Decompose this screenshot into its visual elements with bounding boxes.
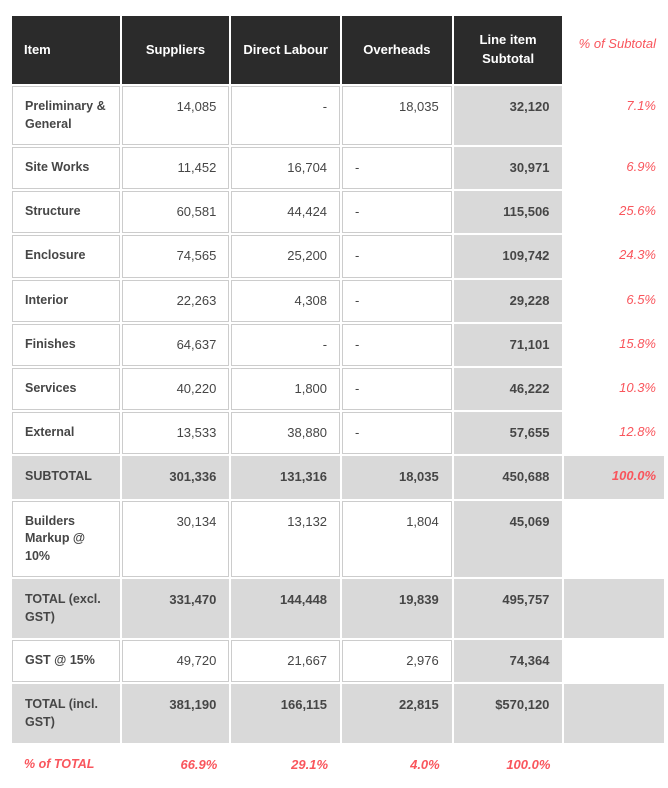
row-label: Interior <box>12 280 120 322</box>
value-cell: 166,115 <box>231 684 340 743</box>
subtotal-cell: 57,655 <box>454 412 563 454</box>
value-cell: - <box>342 235 452 277</box>
value-cell: 29.1% <box>291 757 329 773</box>
pct-cell <box>564 579 664 638</box>
row-label: Site Works <box>12 147 120 189</box>
table-row <box>12 324 664 366</box>
value-cell: 64,637 <box>122 324 230 366</box>
subtotal-cell: 71,101 <box>454 324 563 366</box>
value-cell: 4,308 <box>231 280 340 322</box>
value-cell: 18,035 <box>342 86 452 145</box>
table-row <box>12 684 664 743</box>
table-header <box>12 16 664 84</box>
value-cell: 1,804 <box>342 501 452 578</box>
col-header-item: Item <box>12 16 120 84</box>
value-cell: 2,976 <box>342 640 452 682</box>
value-cell: 30,134 <box>122 501 230 578</box>
subtotal-cell: 46,222 <box>454 368 563 410</box>
col-header-overheads: Overheads <box>342 16 452 84</box>
table-body <box>12 86 664 786</box>
pct-cell: 6.9% <box>626 159 656 174</box>
col-header-direct-labour: Direct Labour <box>231 16 340 84</box>
value-cell: 14,085 <box>122 86 230 145</box>
subtotal-cell: 450,688 <box>454 456 563 498</box>
table-row <box>12 456 664 498</box>
pct-cell <box>564 745 664 786</box>
table-row <box>12 280 664 322</box>
subtotal-cell: 29,228 <box>454 280 563 322</box>
value-cell: 131,316 <box>231 456 340 498</box>
subtotal-cell: $570,120 <box>454 684 563 743</box>
value-cell: 16,704 <box>231 147 340 189</box>
value-cell: 66.9% <box>180 757 218 773</box>
row-label: External <box>12 412 120 454</box>
value-cell: 381,190 <box>122 684 230 743</box>
pct-cell: 7.1% <box>626 98 656 113</box>
pct-cell <box>564 501 664 578</box>
value-cell: 13,533 <box>122 412 230 454</box>
value-cell: 40,220 <box>122 368 230 410</box>
value-cell: - <box>342 280 452 322</box>
subtotal-cell: 109,742 <box>454 235 563 277</box>
value-cell: - <box>231 324 340 366</box>
row-label: Finishes <box>12 324 120 366</box>
table-row <box>12 235 664 277</box>
row-label: Preliminary & General <box>12 86 120 145</box>
row-label: GST @ 15% <box>12 640 120 682</box>
value-cell: - <box>342 324 452 366</box>
value-cell: 21,667 <box>231 640 340 682</box>
value-cell: 4.0% <box>410 757 440 773</box>
value-cell: 74,565 <box>122 235 230 277</box>
pct-cell: 100.0% <box>564 456 664 498</box>
col-header-line-item-subtotal: Line item Subtotal <box>454 16 563 84</box>
value-cell: 19,839 <box>342 579 452 638</box>
table-row <box>12 86 664 145</box>
subtotal-cell: 30,971 <box>454 147 563 189</box>
row-label: % of TOTAL <box>24 757 95 772</box>
value-cell: - <box>342 368 452 410</box>
cost-breakdown-table <box>10 14 666 788</box>
subtotal-cell: 74,364 <box>454 640 563 682</box>
value-cell: - <box>231 86 340 145</box>
value-cell: 331,470 <box>122 579 230 638</box>
pct-cell: 25.6% <box>619 203 656 219</box>
row-label: Enclosure <box>12 235 120 277</box>
pct-cell: 15.8% <box>619 335 656 351</box>
row-label: SUBTOTAL <box>12 456 120 498</box>
header-row <box>12 16 664 84</box>
subtotal-cell: 32,120 <box>454 86 563 145</box>
row-label: TOTAL (excl. GST) <box>12 579 120 638</box>
table-row <box>12 147 664 189</box>
footer-row <box>12 745 664 786</box>
value-cell: 44,424 <box>231 191 340 233</box>
pct-cell: 24.3% <box>619 247 656 263</box>
pct-cell: 12.8% <box>619 424 656 440</box>
table-row <box>12 191 664 233</box>
pct-cell: 6.5% <box>626 291 656 307</box>
table-row <box>12 640 664 682</box>
row-label: TOTAL (incl. GST) <box>12 684 120 743</box>
table-row <box>12 501 664 578</box>
value-cell: - <box>342 147 452 189</box>
pct-cell <box>564 640 664 682</box>
value-cell: 13,132 <box>231 501 340 578</box>
subtotal-cell: 115,506 <box>454 191 563 233</box>
subtotal-cell: 495,757 <box>454 579 563 638</box>
col-header-pct-of-subtotal: % of Subtotal <box>578 36 656 51</box>
value-cell: 144,448 <box>231 579 340 638</box>
table-row <box>12 579 664 638</box>
value-cell: 11,452 <box>122 147 230 189</box>
value-cell: 22,815 <box>342 684 452 743</box>
value-cell: 49,720 <box>122 640 230 682</box>
col-header-suppliers: Suppliers <box>122 16 230 84</box>
value-cell: 22,263 <box>122 280 230 322</box>
value-cell: 25,200 <box>231 235 340 277</box>
value-cell: 1,800 <box>231 368 340 410</box>
subtotal-cell: 45,069 <box>454 501 563 578</box>
pct-cell <box>564 684 664 743</box>
value-cell: 60,581 <box>122 191 230 233</box>
pct-cell: 10.3% <box>619 379 656 395</box>
value-cell: 301,336 <box>122 456 230 498</box>
value-cell: 18,035 <box>342 456 452 498</box>
subtotal-cell: 100.0% <box>506 757 551 773</box>
value-cell: - <box>342 412 452 454</box>
row-label: Structure <box>12 191 120 233</box>
table-row <box>12 368 664 410</box>
value-cell: 38,880 <box>231 412 340 454</box>
row-label: Services <box>12 368 120 410</box>
row-label: Builders Markup @ 10% <box>12 501 120 578</box>
value-cell: - <box>342 191 452 233</box>
table-row <box>12 412 664 454</box>
